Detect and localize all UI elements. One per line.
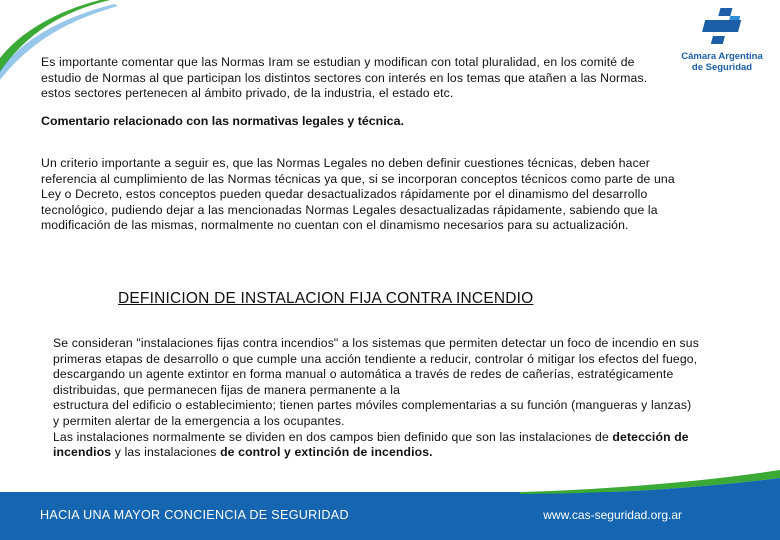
definition-line: distribuidas, que permanecen fijas de manera permanente a la [53, 382, 401, 397]
footer-wave-decoration [520, 470, 780, 500]
comment-heading: Comentario relacionado con las normativas legales y técnica. [41, 114, 404, 128]
intro-line: Es importante comentar que las Normas Iram se estudian y modifican con total pluralidad, en los comité de [41, 55, 635, 69]
definition-line: descargando un agente extintor en forma manual o automática a través de redes de cañerías, estratégicamente [53, 367, 674, 382]
footer-website-link[interactable]: www.cas-seguridad.org.ar [543, 508, 682, 522]
comment-line: Ley o Decreto, estos conceptos pueden quedar desactualizados rápidamente por el dinamismo del desarrollo [41, 187, 648, 202]
section-title: DEFINICION DE INSTALACION FIJA CONTRA INCENDIO [118, 290, 534, 307]
logo-name-line1: Cámara Argentina [681, 51, 763, 62]
footer-band [0, 492, 780, 540]
cross-emblem-icon [697, 6, 747, 46]
definition-line: estructura del edificio o establecimiento; tienen partes móviles complementarias a su función (mangueras y lanzas) [53, 398, 692, 413]
closing-bold-control: de control y extinción de incendios. [220, 445, 433, 460]
intro-paragraph [41, 55, 647, 102]
closing-bold-detection: detección de [612, 429, 689, 444]
logo-name-line2: de Seguridad [691, 62, 753, 73]
intro-line: estudio de Normas al que participan los distintos sectores con interés en los temas que atañen a las Normas. [41, 70, 648, 85]
comment-paragraph [41, 156, 675, 234]
closing-text-2: y las instalaciones [111, 445, 221, 460]
intro-line: estos sectores pertenecen al ámbito privado, de la industria, el estado etc. [41, 86, 454, 101]
brand-logo [672, 6, 772, 73]
closing-bold-incendios: incendios [53, 445, 112, 460]
definition-paragraph [53, 336, 699, 461]
definition-line: primeras etapas de desarrollo o que cumple una acción tendiente a reducir, controlar ó mitigar los efectos del fuego, [53, 351, 698, 366]
comment-line: tecnológico, pudiendo dejar a las mencionadas Normas Legales desactualizadas rápidamente, sabiendo que la [41, 202, 658, 217]
comment-line: referencia al cumplimiento de las Normas técnicas ya que, si se incorporan conceptos técnicos como parte de una [41, 171, 675, 186]
comment-line: Un criterio importante a seguir es, que las Normas Legales no deben definir cuestiones técnicas, deben hacer [41, 156, 650, 170]
definition-closing-line [53, 430, 699, 446]
comment-line: modificación de las mismas, normalmente no cuentan con el dinamismo necesarios para su actualización. [41, 218, 629, 233]
closing-text: Las instalaciones normalmente se dividen en dos campos bien definido que son las instalaciones de [53, 429, 613, 444]
definition-closing-line-2 [53, 445, 699, 461]
definition-line: Se consideran "instalaciones fijas contra incendios" a los sistemas que permiten detectar un foco de incendio en sus [53, 336, 699, 350]
definition-line: y permiten alertar de la emergencia a los ocupantes. [53, 413, 345, 428]
footer-slogan: HACIA UNA MAYOR CONCIENCIA DE SEGURIDAD [40, 508, 349, 522]
